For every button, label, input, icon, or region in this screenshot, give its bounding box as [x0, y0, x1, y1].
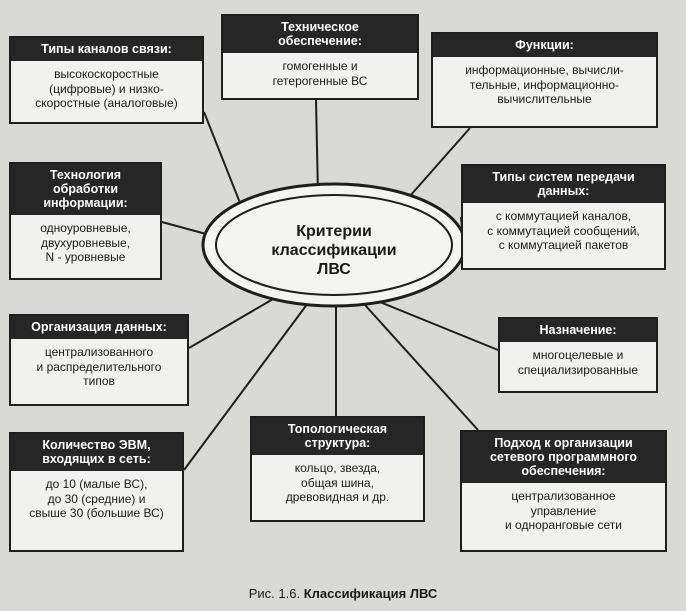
node-data-organization	[9, 314, 189, 406]
node-title: Организация данных:	[11, 316, 187, 339]
node-body: кольцо, звезда, общая шина, древовидная и др.	[285, 461, 390, 504]
node-body: высокоскоростные (цифровые) и низко- скоростные (аналоговые)	[35, 67, 178, 110]
node-body: централизованное управление и одноранговые сети	[505, 489, 622, 532]
caption-prefix: Рис. 1.6.	[248, 586, 304, 601]
connector-line	[316, 100, 318, 195]
node-body: с коммутацией каналов, с коммутацией сообщений, с коммутацией пакетов	[487, 209, 640, 252]
caption-title: Классификация ЛВС	[303, 586, 438, 601]
node-title: Функции:	[433, 34, 656, 57]
node-title: Подход к организации сетевого программного обеспечения:	[462, 432, 665, 483]
node-body: информационные, вычисли- тельные, информационно- вычислительные	[465, 63, 624, 106]
node-purpose	[498, 317, 658, 393]
connector-line	[380, 302, 498, 350]
node-transmission-types	[461, 164, 666, 270]
node-title: Типы каналов связи:	[11, 38, 202, 61]
node-title: Техническое обеспечение:	[223, 16, 417, 53]
node-hardware	[221, 14, 419, 100]
figure-caption	[0, 586, 686, 601]
node-software-approach	[460, 430, 667, 552]
node-title: Топологическая структура:	[252, 418, 423, 455]
node-processing-technology	[9, 162, 162, 280]
connector-line	[189, 295, 280, 348]
node-body: многоцелевые и специализированные	[517, 348, 639, 377]
connector-line	[402, 128, 470, 205]
node-functions	[431, 32, 658, 128]
node-body: централизованного и распределительного типов	[36, 345, 162, 388]
node-title: Количество ЭВМ, входящих в сеть:	[11, 434, 182, 471]
node-title: Назначение:	[500, 319, 656, 342]
node-channel-types	[9, 36, 204, 124]
node-body: гомогенные и гетерогенные ВС	[272, 59, 368, 88]
node-computer-count	[9, 432, 184, 552]
node-body: одноуровневые, двухуровневые, N - уровневые	[40, 221, 131, 264]
node-topology	[250, 416, 425, 522]
connector-line	[365, 305, 478, 430]
node-title: Технология обработки информации:	[11, 164, 160, 215]
node-body: до 10 (малые ВС), до 30 (средние) и свыше 30 (большие ВС)	[29, 477, 164, 520]
node-title: Типы систем передачи данных:	[463, 166, 664, 203]
connector-line	[162, 222, 206, 234]
center-title: Критерии классификации ЛВС	[271, 223, 397, 278]
